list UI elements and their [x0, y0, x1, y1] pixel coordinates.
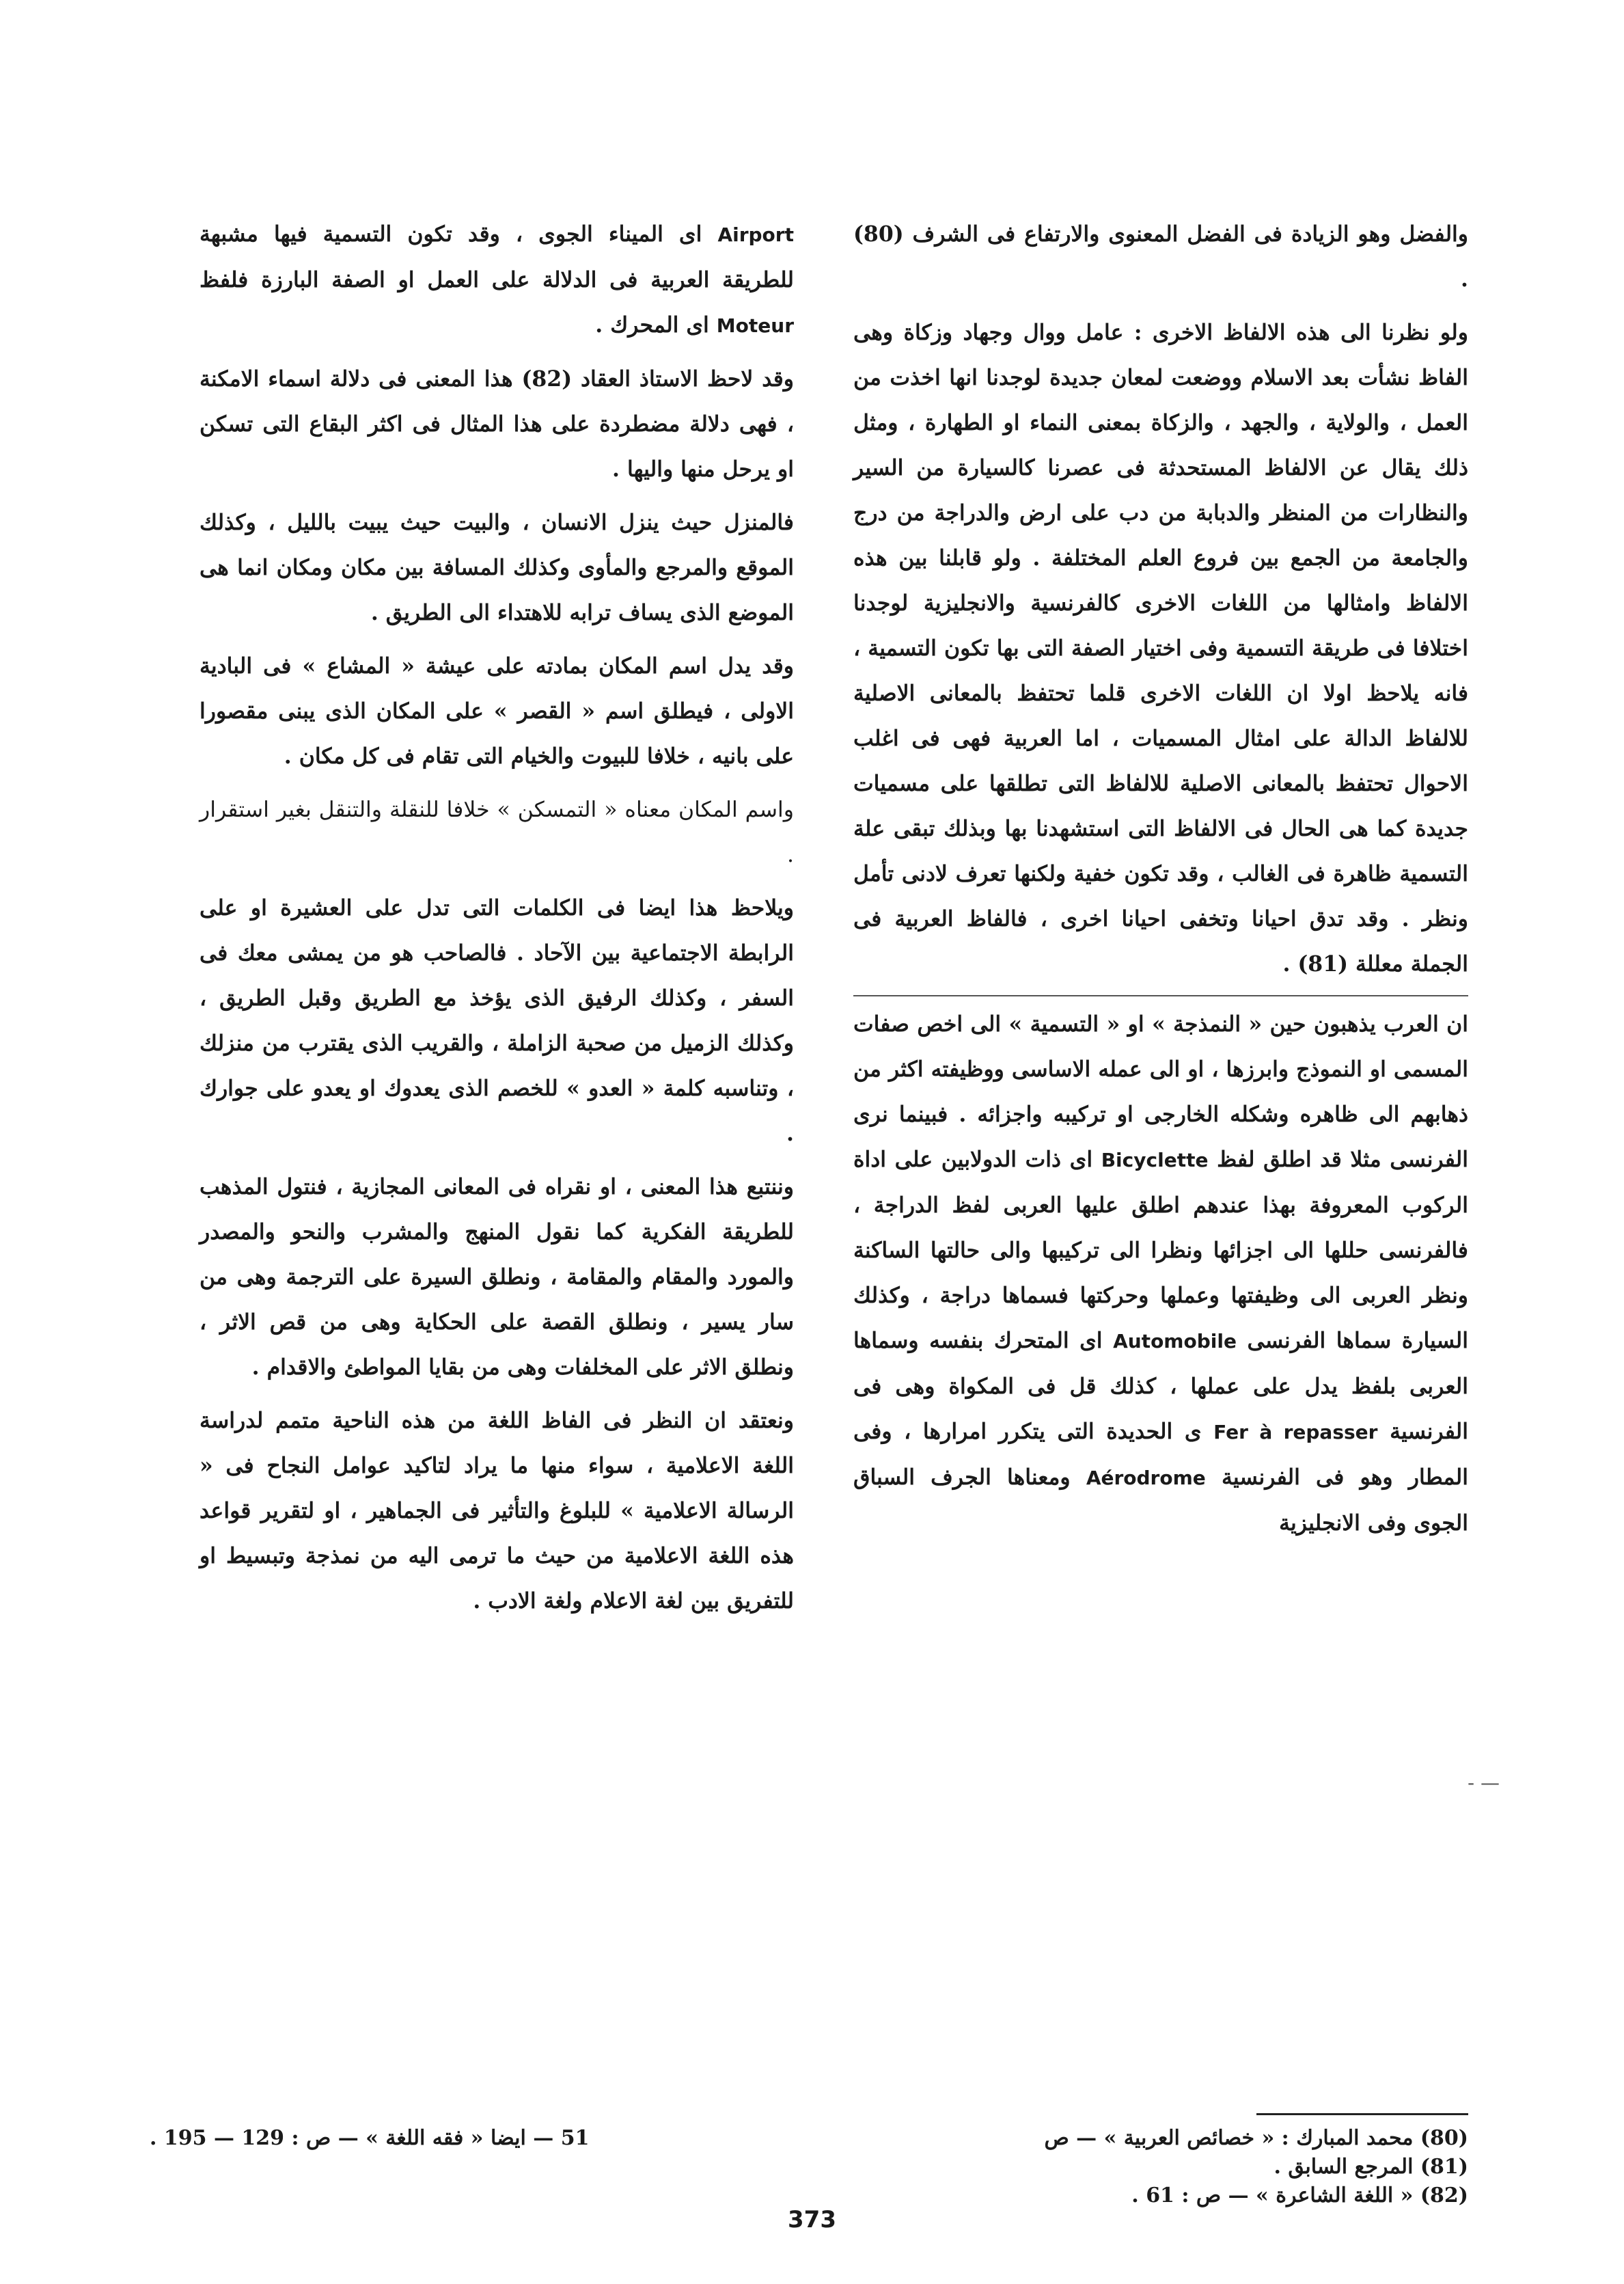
latin-term-automobile: Automobile: [1113, 1330, 1237, 1352]
footnote-text: (81) المرجع السابق .: [1274, 2155, 1468, 2179]
paragraph: ويلاحظ هذا ايضا فى الكلمات التى تدل على العشيرة او على الرابطة الاجتماعية بين الآحاد . فالصاحب هو من يمشى معك فى السفر ، وكذلك الرفيق الذى يؤخذ مع الطريق وقبل الطريق ، وكذلك الزميل من صحبة الزاملة ، والقريب الذى يقترب من منزلك ، وتناسبه كلمة « العدو » للخصم الذى يعدوك او يعدو على جوارك .: [199, 895, 794, 1146]
latin-term-moteur: Moteur: [716, 314, 794, 337]
footnote-rule: [1256, 2113, 1468, 2115]
paragraph: واسم المكان معناه « التمسكن » خلافا للنقلة والتنقل بغير استقرار .: [199, 798, 794, 867]
footnote-text: (82) « اللغة الشاعرة » — ص : 61 .: [1131, 2184, 1468, 2207]
latin-term-fer-a-repasser: Fer à repasser: [1213, 1421, 1378, 1443]
paragraph: ونعتقد ان النظر فى الفاظ اللغة من هذه الناحية متمم لدراسة اللغة الاعلامية ، سواء منها ما يراد لتاكيد عوامل النجاح فى « الرسالة الاعلامية » للبلوغ والتأثير فى الجماهير ، او لتقرير قواعد هذه اللغة الاعلامية من حيث ما ترمى اليه من نمذجة وتبسيط او للتفريق بين لغة الاعلام ولغة الادب .: [199, 1408, 794, 1614]
margin-mark: — -: [1468, 1771, 1500, 1794]
latin-term-airport: Airport: [717, 223, 794, 246]
paragraph-text: اى ذات الدولابين على اداة الركوب المعروفة بهذا عندهم اطلق عليها العربى لفظ الدراجة ، فالفرنسى حللها الى اجزائها ونظرا الى تركيبها والى حالتها الساكنة ونظر العربى الى وظيفتها وعملها وحركتها فسماها دراجة ، وكذلك السيارة سماها الفرنسى: [853, 1147, 1469, 1353]
paragraph-text: اى المتحرك بنفسه وسماها العربى بلفظ يدل على عملها ، كذلك قل فى المكواة وهى فى الفرنسية: [853, 1328, 1469, 1444]
paragraph: [853, 995, 1468, 1546]
paragraph-text: اى الميناء الجوى ، وقد تكون التسمية فيها مشبهة للطريقة العربية فى الدلالة على العمل او الصفة البارزة فلفظ: [199, 221, 794, 293]
paragraph-text: اى المحرك .: [595, 312, 709, 338]
left-column: [199, 212, 794, 1632]
footnote-text: (80) محمد المبارك : « خصائص العربية » — ص: [1044, 2126, 1468, 2150]
page-number: 373: [788, 2206, 836, 2233]
right-column: [853, 212, 1468, 1554]
paragraph: والفضل وهو الزيادة فى الفضل المعنوى والارتفاع فى الشرف (80) .: [853, 221, 1468, 292]
footnotes: [115, 2124, 1468, 2210]
paragraph: وقد يدل اسم المكان بمادته على عيشة « المشاع » فى البادية الاولى ، فيطلق اسم « القصر » على المكان الذى يبنى مقصورا على بانيه ، خلافا للبيوت والخيام التى تقام فى كل مكان .: [199, 653, 794, 769]
paragraph: وننتبع هذا المعنى ، او نقراه فى المعانى المجازية ، فنتول المذهب للطريقة الفكرية كما نقول المنهج والمشرب والنحو والمصدر والمورد والمقام والمقامة ، ونطلق السيرة على الترجمة وهى من سار يسير ، ونطلق القصة على الحكاية وهى من قص الاثر ، ونطلق الاثر على المخلفات وهى من بقايا المواطئ والاقدام .: [199, 1174, 794, 1380]
paragraph-text: ان العرب يذهبون حين « النمذجة » او « التسمية » الى اخص صفات المسمى او النموذج وابرزها ، او الى عمله الاساسى ووظيفته اكثر من ذهابهم الى ظاهره وشكله الخارجى او تركيبه واجزائه . فبينما نرى الفرنسى مثلا قد اطلق لفظ: [853, 1011, 1468, 1172]
footnote-80: [115, 2124, 1468, 2153]
footnote-text: 51 — ايضا « فقه اللغة » — ص : 129 — 195 .: [150, 2126, 590, 2150]
paragraph: ولو نظرنا الى هذه الالفاظ الاخرى : عامل ووال وجهاد وزكاة وهى الفاظ نشأت بعد الاسلام ووضعت لمعان جديدة لوجدنا انها اخذت من العمل ، والولاية ، والجهد ، والزكاة بمعنى النماء او الطهارة ، ومثل ذلك يقال عن الالفاظ المستحدثة فى عصرنا كالسيارة من السير والنظارات من المنظر والدبابة من دب على ارض والدراجة من درج والجامعة من الجمع بين فروع العلم المختلفة . ولو قابلنا بين هذه الالفاظ وامثالها من اللغات الاخرى كالفرنسية والانجليزية لوجدنا اختلافا فى طريقة التسمية وفى اختيار الصفة التى بها تكون التسمية ، فانه يلاحظ اولا ان اللغات الاخرى قلما تحتفظ بالمعانى الاصلية للالفاظ الدالة على امثال المسميات ، اما العربية فهى فى اغلب الاحوال تحتفظ بالمعانى الاصلية للالفاظ التى تطلقها على مسميات جديدة كما هى الحال فى الالفاظ التى استشهدنا بها وبذلك تبقى علة التسمية ظاهرة فى الغالب ، وقد تكون خفية ولكنها تعرف لادنى تأمل ونظر . وقد تدق احيانا وتخفى احيانا اخرى ، فالفاظ العربية فى الجملة معللة (81) .: [853, 320, 1468, 977]
paragraph-text: ومعناها الجرف السباق الجوى وفى الانجليزية: [853, 1465, 1468, 1536]
paragraph: فالمنزل حيث ينزل الانسان ، والبيت حيث يبيت بالليل ، وكذلك الموقع والمرجع والمأوى وكذلك المسافة بين مكان ومكان انما هى الموضع الذى يساف ترابه للاهتداء الى الطريق .: [199, 510, 794, 625]
latin-term-bicyclette: Bicyclette: [1101, 1149, 1209, 1171]
paragraph: وقد لاحظ الاستاذ العقاد (82) هذا المعنى فى دلالة اسماء الامكنة ، فهى دلالة مضطردة على هذا المثال فى اكثر البقاع التى تسكن او يرحل منها واليها .: [199, 366, 794, 482]
footnote-81: [115, 2153, 1468, 2181]
paragraph-text: ى الحديدة التى يتكرر امرارها ، وفى المطار وهو فى الفرنسية: [853, 1419, 1468, 1490]
latin-term-aerodrome: Aérodrome: [1086, 1467, 1206, 1489]
paragraph: [199, 212, 794, 349]
